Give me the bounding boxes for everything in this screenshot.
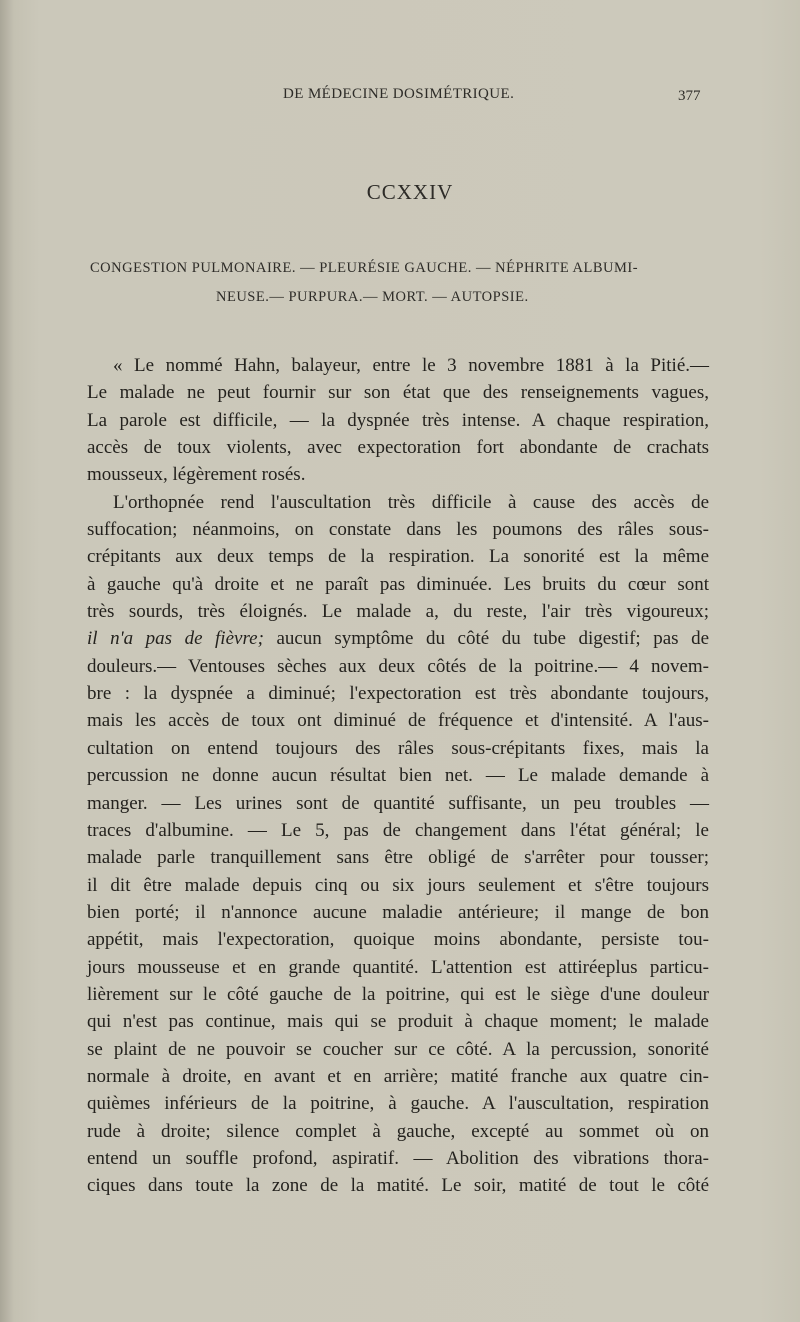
- text-line: bien porté; il n'annonce aucune maladie antérieure; il mange de bon: [87, 901, 709, 923]
- text-line: lièrement sur le côté gauche de la poitrine, qui est le siège d'une douleur: [87, 983, 709, 1005]
- body-text: [87, 352, 709, 1200]
- text-line: douleurs.— Ventouses sèches aux deux côtés de la poitrine.— 4 novem-: [87, 655, 709, 677]
- text-line: à gauche qu'à droite et ne paraît pas diminuée. Les bruits du cœur sont: [87, 573, 709, 595]
- text-line: très sourds, très éloignés. Le malade a, du reste, l'air très vigoureux;: [87, 601, 709, 623]
- text-line: mais les accès de toux ont diminué de fréquence et d'intensité. A l'aus-: [87, 710, 709, 732]
- text-line: cultation on entend toujours des râles sous-crépitants fixes, mais la: [87, 737, 709, 759]
- chapter-number: CCXXIV: [366, 180, 454, 204]
- text-line: se plaint de ne pouvoir se coucher sur ce côté. A la percussion, sonorité: [87, 1038, 709, 1060]
- running-title: DE MÉDECINE DOSIMÉTRIQUE.: [283, 86, 515, 102]
- text-line: appétit, mais l'expectoration, quoique moins abondante, persiste tou-: [87, 929, 709, 951]
- text-line: il dit être malade depuis cinq ou six jours seulement et s'être toujours: [87, 874, 709, 896]
- page-number: 377: [678, 88, 701, 104]
- text-line: « Le nommé Hahn, balayeur, entre le 3 novembre 1881 à la Pitié.—: [113, 355, 709, 376]
- text-line: [87, 625, 709, 652]
- text-line: L'orthopnée rend l'auscultation très difficile à cause des accès de: [113, 491, 709, 513]
- chapter-subtitle-line-2: NEUSE.— PURPURA.— MORT. — AUTOPSIE.: [216, 289, 529, 305]
- text-line: rude à droite; silence complet à gauche, excepté au sommet où on: [87, 1120, 709, 1142]
- italic-phrase: il n'a pas de fièvre;: [87, 628, 264, 650]
- text-line: crépitants aux deux temps de la respiration. La sonorité est la même: [87, 546, 709, 568]
- text-line-rest: aucun symptôme du côté du tube digestif; pas de: [276, 628, 710, 650]
- text-line: malade parle tranquillement sans être obligé de s'arrêter pour tousser;: [87, 847, 709, 869]
- text-line: entend un souffle profond, aspiratif. — Abolition des vibrations thora-: [87, 1147, 709, 1169]
- text-line: normale à droite, en avant et en arrière; matité franche aux quatre cin-: [87, 1065, 709, 1087]
- text-line: jours mousseuse et en grande quantité. L'attention est attiréeplus particu-: [87, 956, 709, 978]
- text-line: qui n'est pas continue, mais qui se produit à chaque moment; le malade: [87, 1011, 709, 1033]
- text-line: manger. — Les urines sont de quantité suffisante, un peu troubles —: [87, 792, 709, 814]
- text-line: accès de toux violents, avec expectoration fort abondante de crachats: [87, 437, 709, 459]
- text-line: mousseux, légèrement rosés.: [87, 464, 306, 486]
- text-line: La parole est difficile, — la dyspnée très intense. A chaque respiration,: [87, 409, 709, 431]
- text-line: bre : la dyspnée a diminué; l'expectoration est très abondante toujours,: [87, 683, 709, 705]
- text-line: ciques dans toute la zone de la matité. Le soir, matité de tout le côté: [87, 1175, 709, 1197]
- text-line: percussion ne donne aucun résultat bien net. — Le malade demande à: [87, 765, 709, 787]
- text-line: traces d'albumine. — Le 5, pas de changement dans l'état général; le: [87, 819, 709, 841]
- text-line: quièmes inférieurs de la poitrine, à gauche. A l'auscultation, respiration: [87, 1093, 709, 1115]
- text-line: Le malade ne peut fournir sur son état que des renseignements vagues,: [87, 382, 709, 404]
- text-line: suffocation; néanmoins, on constate dans les poumons des râles sous-: [87, 519, 709, 541]
- chapter-subtitle-line-1: CONGESTION PULMONAIRE. — PLEURÉSIE GAUCHE. — NÉPHRITE ALBUMI-: [90, 260, 639, 276]
